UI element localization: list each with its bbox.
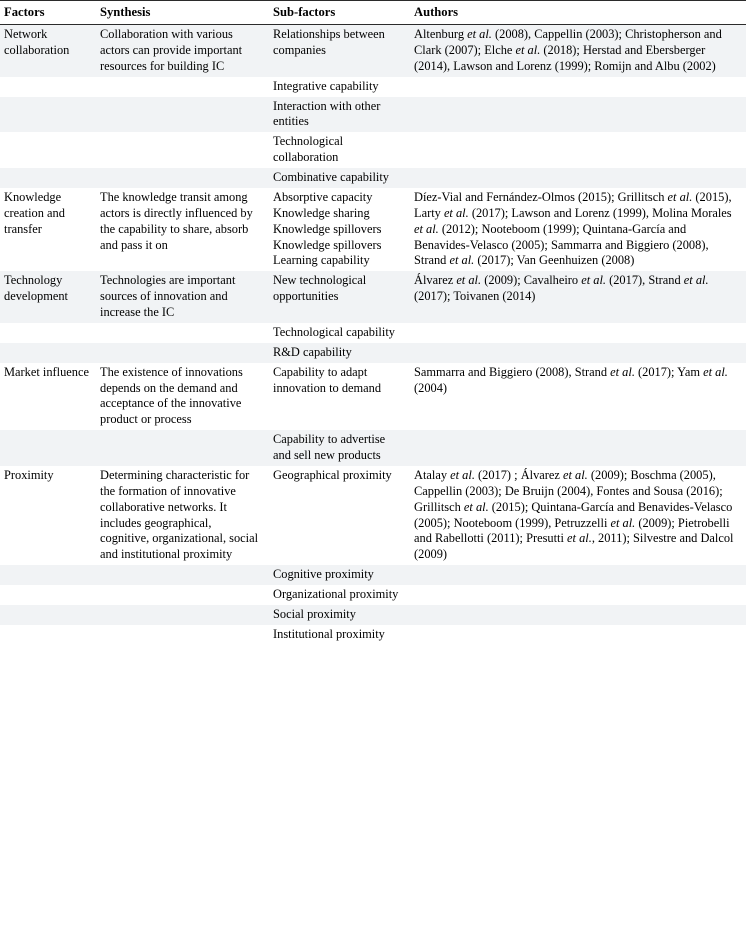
cell-subfactor-text: Technological capability xyxy=(273,324,395,339)
cell-synthesis xyxy=(96,168,269,188)
cell-subfactor xyxy=(269,605,410,625)
cell-subfactor-text: Combinative capability xyxy=(273,170,389,185)
cell-authors-text: Álvarez et al. (2009); Cavalheiro et al. (2017), Strand et al. (2017); Toivanen (2014) xyxy=(414,273,709,304)
cell-authors xyxy=(410,430,746,466)
cell-synthesis-text: Determining characteristic for the formation of innovative collaborative networks. It includes geographical, cognitive, organizational, social and institutional proximity xyxy=(100,467,259,562)
cell-subfactor-text: Integrative capability xyxy=(273,78,379,93)
cell-factor xyxy=(0,97,96,133)
cell-factor xyxy=(0,363,96,431)
cell-subfactor xyxy=(269,132,410,168)
column-header-factors: Factors xyxy=(0,1,96,25)
cell-authors-text: Altenburg et al. (2008), Cappellin (2003); Christopherson and Clark (2007); Elche et al. (2018); Herstad and Ebersberger (2014), Lawson and Lorenz (1999); Romijn and Albu (2002) xyxy=(414,27,722,73)
cell-subfactor-text: Absorptive capacity Knowledge sharing Knowledge spillovers Knowledge spillovers Learning capability xyxy=(273,189,382,268)
cell-authors xyxy=(410,168,746,188)
cell-subfactor-text: Capability to adapt innovation to demand xyxy=(273,364,382,395)
cell-subfactor-text: Organizational proximity xyxy=(273,587,399,602)
cell-factor xyxy=(0,132,96,168)
cell-subfactor-text: Social proximity xyxy=(273,606,356,621)
table-row xyxy=(0,343,746,363)
cell-authors xyxy=(410,323,746,343)
column-header-synthesis: Synthesis xyxy=(96,1,269,25)
column-header-subfactors: Sub-factors xyxy=(269,1,410,25)
cell-subfactor xyxy=(269,25,410,77)
cell-subfactor xyxy=(269,430,410,466)
cell-synthesis xyxy=(96,605,269,625)
cell-subfactor-text: Relationships between companies xyxy=(273,27,385,57)
table-row xyxy=(0,77,746,97)
cell-subfactor xyxy=(269,565,410,585)
cell-subfactor xyxy=(269,271,410,323)
table-row xyxy=(0,363,746,431)
cell-synthesis xyxy=(96,343,269,363)
cell-factor-text: Network collaboration xyxy=(4,27,70,57)
cell-subfactor xyxy=(269,625,410,649)
cell-synthesis-text: Collaboration with various actors can provide important resources for building IC xyxy=(100,27,243,73)
cell-subfactor xyxy=(269,323,410,343)
cell-factor-text: Proximity xyxy=(4,467,54,482)
cell-subfactor xyxy=(269,97,410,133)
table-row xyxy=(0,565,746,585)
cell-authors xyxy=(410,565,746,585)
cell-factor xyxy=(0,605,96,625)
cell-authors xyxy=(410,271,746,323)
cell-subfactor xyxy=(269,466,410,565)
cell-synthesis xyxy=(96,132,269,168)
table-row xyxy=(0,97,746,133)
cell-synthesis xyxy=(96,430,269,466)
cell-synthesis xyxy=(96,188,269,271)
cell-synthesis xyxy=(96,25,269,77)
cell-authors xyxy=(410,625,746,649)
cell-synthesis xyxy=(96,323,269,343)
table-row xyxy=(0,188,746,271)
table-row xyxy=(0,625,746,649)
cell-factor xyxy=(0,343,96,363)
cell-synthesis xyxy=(96,625,269,649)
cell-subfactor-text: Cognitive proximity xyxy=(273,567,374,582)
cell-subfactor-text: Institutional proximity xyxy=(273,626,385,641)
table-row xyxy=(0,430,746,466)
cell-authors xyxy=(410,97,746,133)
cell-authors xyxy=(410,363,746,431)
cell-synthesis-text: The knowledge transit among actors is directly influenced by the capability to share, absorb and pass it on xyxy=(100,189,253,252)
cell-authors xyxy=(410,188,746,271)
cell-factor-text: Market influence xyxy=(4,364,89,379)
cell-synthesis xyxy=(96,271,269,323)
table-header xyxy=(0,1,746,25)
cell-subfactor xyxy=(269,168,410,188)
cell-factor xyxy=(0,585,96,605)
cell-subfactor xyxy=(269,188,410,271)
cell-subfactor xyxy=(269,77,410,97)
table-row xyxy=(0,271,746,323)
cell-factor xyxy=(0,625,96,649)
cell-authors xyxy=(410,25,746,77)
cell-subfactor-text: New technological opportunities xyxy=(273,273,367,304)
cell-authors xyxy=(410,466,746,565)
table-row xyxy=(0,132,746,168)
cell-authors xyxy=(410,605,746,625)
table-row xyxy=(0,466,746,565)
cell-authors xyxy=(410,585,746,605)
cell-authors xyxy=(410,132,746,168)
cell-subfactor-text: Capability to advertise and sell new products xyxy=(273,432,386,463)
cell-authors-text: Atalay et al. (2017) ; Álvarez et al. (2009); Boschma (2005), Cappellin (2003); De Bruijn (2004), Fontes and Sousa (2016); Grillitsch et al. (2015); Quintana-García and Benavides-Velasco (2005); Nooteboom (1999), Petruzzelli et al. (2009); Pietrobelli and Rabellotti (2011); Presutti et al., 2011); Silvestre and Dalcol (2009) xyxy=(414,467,734,562)
cell-subfactor-text: R&D capability xyxy=(273,344,352,359)
cell-synthesis-text: The existence of innovations depends on the demand and acceptance of the innovative product or process xyxy=(100,364,243,427)
table-row xyxy=(0,605,746,625)
cell-subfactor xyxy=(269,363,410,431)
cell-synthesis xyxy=(96,77,269,97)
cell-factor xyxy=(0,188,96,271)
table-row xyxy=(0,168,746,188)
cell-synthesis xyxy=(96,565,269,585)
cell-factor xyxy=(0,466,96,565)
cell-synthesis xyxy=(96,585,269,605)
cell-factor xyxy=(0,271,96,323)
table-row xyxy=(0,25,746,77)
table-row xyxy=(0,585,746,605)
cell-factor xyxy=(0,565,96,585)
cell-subfactor-text: Geographical proximity xyxy=(273,467,392,482)
cell-synthesis xyxy=(96,466,269,565)
cell-authors xyxy=(410,343,746,363)
cell-factor xyxy=(0,77,96,97)
cell-authors-text: Sammarra and Biggiero (2008), Strand et al. (2017); Yam et al. (2004) xyxy=(414,364,728,395)
cell-factor xyxy=(0,323,96,343)
cell-factor-text: Knowledge creation and transfer xyxy=(4,189,65,236)
table-header-row xyxy=(0,1,746,25)
cell-authors-text: Díez-Vial and Fernández-Olmos (2015); Grillitsch et al. (2015), Larty et al. (2017); Lawson and Lorenz (1999), Molina Morales et al. (2012); Nooteboom (1999); Quintana-García and Benavides-Velasco (2005); Sammarra and Biggiero (2008), Strand et al. (2017); Van Geenhuizen (2008) xyxy=(414,189,732,268)
cell-factor-text: Technology development xyxy=(4,273,68,304)
cell-subfactor-text: Technological collaboration xyxy=(273,134,344,165)
cell-factor xyxy=(0,25,96,77)
cell-synthesis-text: Technologies are important sources of innovation and increase the IC xyxy=(100,273,236,320)
cell-factor xyxy=(0,168,96,188)
table-body xyxy=(0,25,746,649)
cell-authors xyxy=(410,77,746,97)
cell-synthesis xyxy=(96,97,269,133)
cell-factor xyxy=(0,430,96,466)
cell-subfactor xyxy=(269,585,410,605)
column-header-authors: Authors xyxy=(410,1,746,25)
cell-subfactor-text: Interaction with other entities xyxy=(273,98,381,129)
table-row xyxy=(0,323,746,343)
cell-subfactor xyxy=(269,343,410,363)
cell-synthesis xyxy=(96,363,269,431)
